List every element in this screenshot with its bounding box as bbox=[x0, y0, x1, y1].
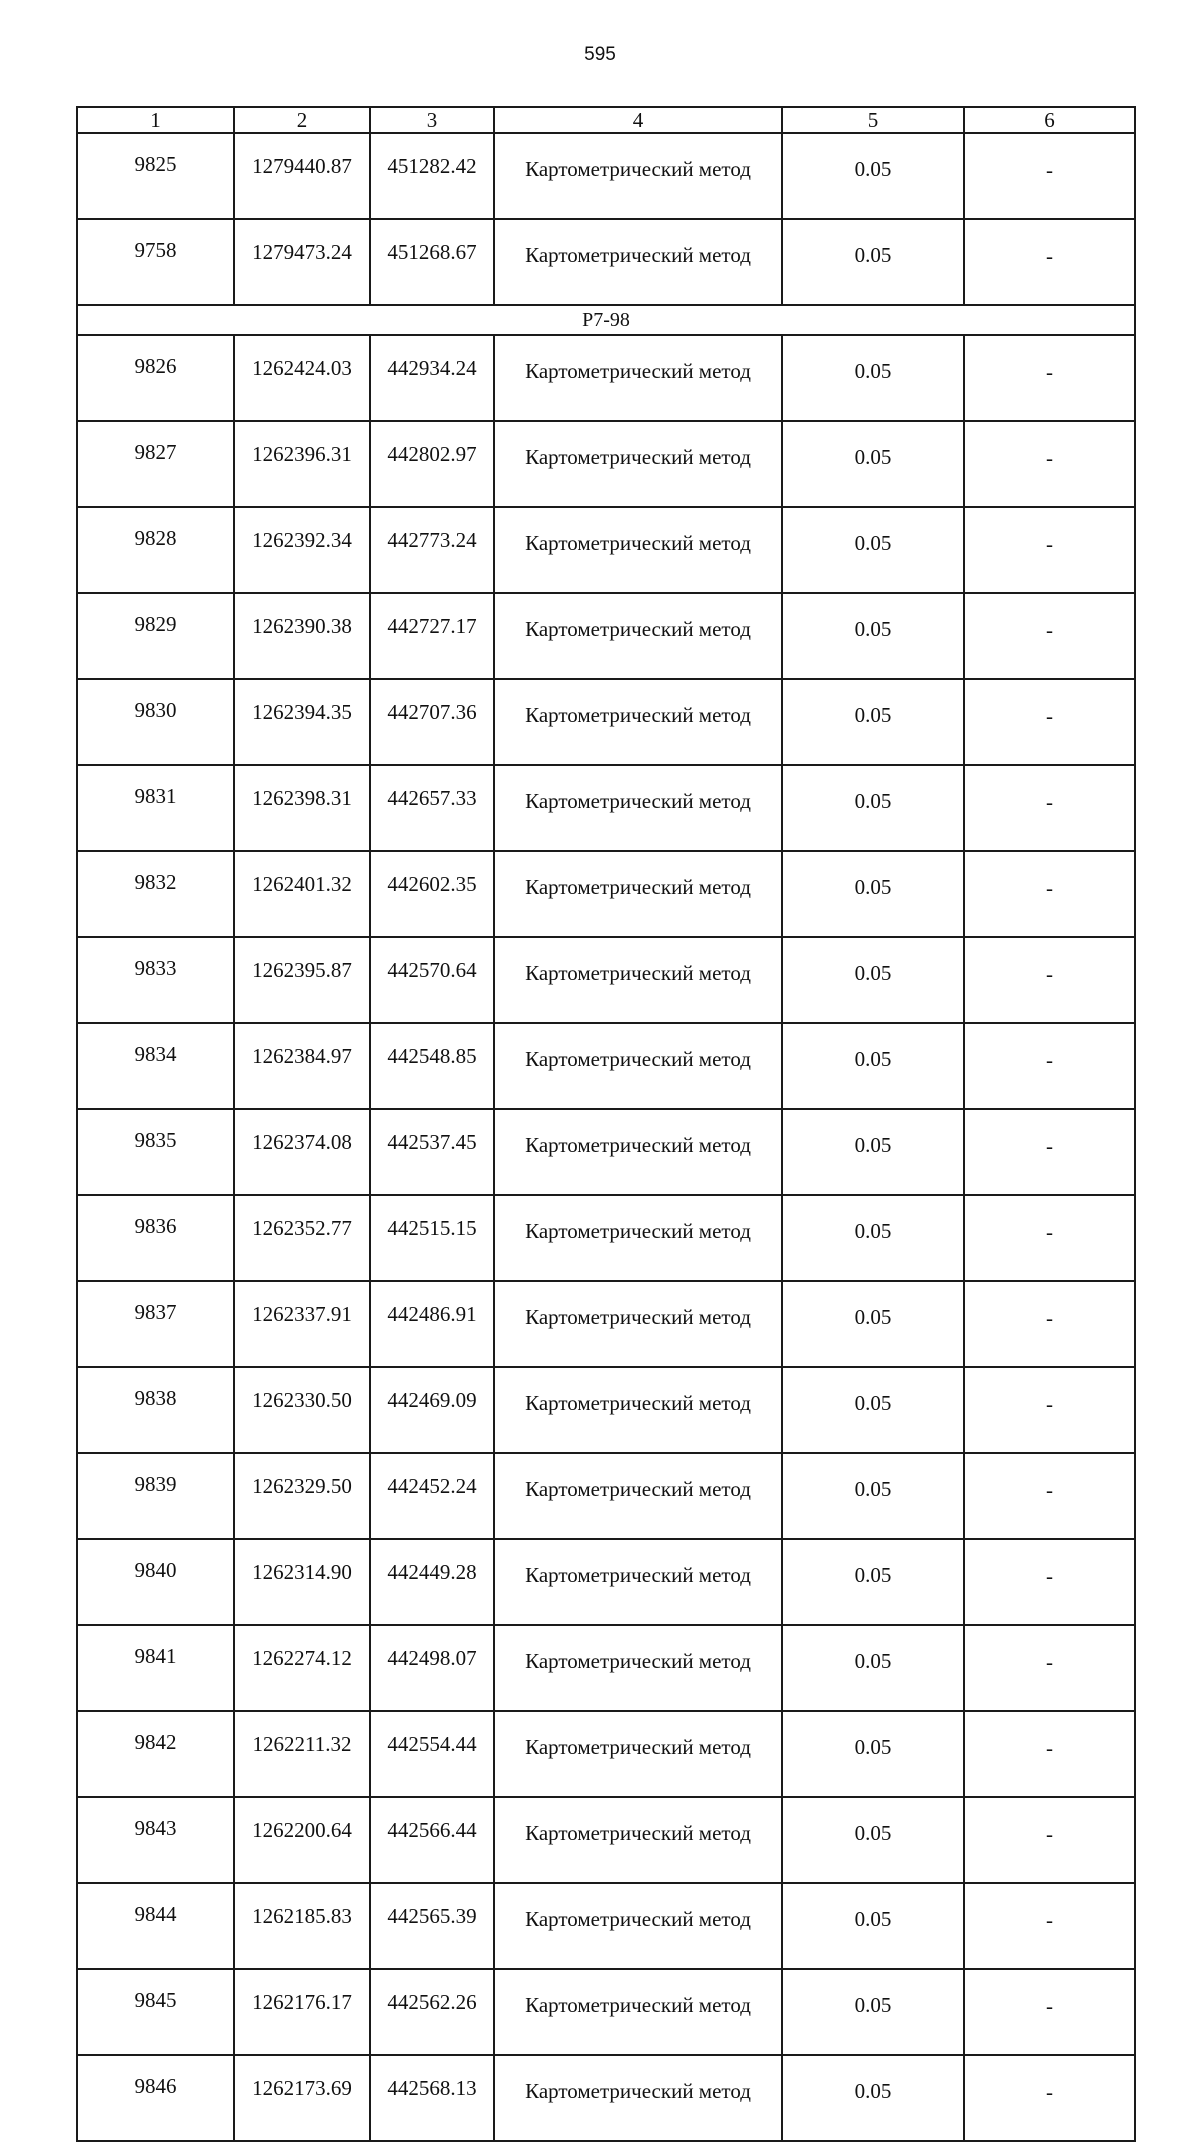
y-coordinate-cell: 442498.07 bbox=[370, 1625, 494, 1711]
y-coordinate-cell: 442773.24 bbox=[370, 507, 494, 593]
point-number-cell: 9833 bbox=[77, 937, 234, 1023]
method-cell: Картометрический метод bbox=[494, 2055, 782, 2141]
table-row bbox=[77, 1367, 1135, 1453]
x-coordinate-cell: 1262424.03 bbox=[234, 335, 370, 421]
table-row bbox=[77, 851, 1135, 937]
column-header: 3 bbox=[370, 107, 494, 133]
note-cell: - bbox=[964, 507, 1135, 593]
table-row bbox=[77, 1797, 1135, 1883]
table-row bbox=[77, 1883, 1135, 1969]
accuracy-cell: 0.05 bbox=[782, 335, 964, 421]
note-cell: - bbox=[964, 1883, 1135, 1969]
table-body bbox=[77, 107, 1135, 2141]
note-cell: - bbox=[964, 2055, 1135, 2141]
note-cell: - bbox=[964, 335, 1135, 421]
accuracy-cell: 0.05 bbox=[782, 1367, 964, 1453]
x-coordinate-cell: 1262173.69 bbox=[234, 2055, 370, 2141]
point-number-cell: 9834 bbox=[77, 1023, 234, 1109]
y-coordinate-cell: 442452.24 bbox=[370, 1453, 494, 1539]
method-cell: Картометрический метод bbox=[494, 593, 782, 679]
table-header-row bbox=[77, 107, 1135, 133]
y-coordinate-cell: 442802.97 bbox=[370, 421, 494, 507]
x-coordinate-cell: 1262185.83 bbox=[234, 1883, 370, 1969]
method-cell: Картометрический метод bbox=[494, 507, 782, 593]
y-coordinate-cell: 451268.67 bbox=[370, 219, 494, 305]
method-cell: Картометрический метод bbox=[494, 1625, 782, 1711]
method-cell: Картометрический метод bbox=[494, 219, 782, 305]
x-coordinate-cell: 1262330.50 bbox=[234, 1367, 370, 1453]
note-cell: - bbox=[964, 1797, 1135, 1883]
y-coordinate-cell: 442727.17 bbox=[370, 593, 494, 679]
y-coordinate-cell: 442565.39 bbox=[370, 1883, 494, 1969]
method-cell: Картометрический метод bbox=[494, 1797, 782, 1883]
method-cell: Картометрический метод bbox=[494, 937, 782, 1023]
note-cell: - bbox=[964, 851, 1135, 937]
method-cell: Картометрический метод bbox=[494, 1711, 782, 1797]
x-coordinate-cell: 1262337.91 bbox=[234, 1281, 370, 1367]
accuracy-cell: 0.05 bbox=[782, 593, 964, 679]
accuracy-cell: 0.05 bbox=[782, 421, 964, 507]
point-number-cell: 9840 bbox=[77, 1539, 234, 1625]
note-cell: - bbox=[964, 1023, 1135, 1109]
point-number-cell: 9836 bbox=[77, 1195, 234, 1281]
y-coordinate-cell: 442469.09 bbox=[370, 1367, 494, 1453]
table-row bbox=[77, 593, 1135, 679]
y-coordinate-cell: 442568.13 bbox=[370, 2055, 494, 2141]
method-cell: Картометрический метод bbox=[494, 1969, 782, 2055]
method-cell: Картометрический метод bbox=[494, 1281, 782, 1367]
accuracy-cell: 0.05 bbox=[782, 765, 964, 851]
group-label: Р7-98 bbox=[77, 305, 1135, 335]
method-cell: Картометрический метод bbox=[494, 1109, 782, 1195]
table-row bbox=[77, 1969, 1135, 2055]
x-coordinate-cell: 1262396.31 bbox=[234, 421, 370, 507]
accuracy-cell: 0.05 bbox=[782, 507, 964, 593]
note-cell: - bbox=[964, 421, 1135, 507]
accuracy-cell: 0.05 bbox=[782, 1195, 964, 1281]
method-cell: Картометрический метод bbox=[494, 851, 782, 937]
table-row bbox=[77, 937, 1135, 1023]
point-number-cell: 9826 bbox=[77, 335, 234, 421]
point-number-cell: 9832 bbox=[77, 851, 234, 937]
table-row bbox=[77, 1539, 1135, 1625]
accuracy-cell: 0.05 bbox=[782, 1023, 964, 1109]
point-number-cell: 9838 bbox=[77, 1367, 234, 1453]
y-coordinate-cell: 442548.85 bbox=[370, 1023, 494, 1109]
note-cell: - bbox=[964, 1195, 1135, 1281]
accuracy-cell: 0.05 bbox=[782, 1711, 964, 1797]
table-row bbox=[77, 133, 1135, 219]
note-cell: - bbox=[964, 765, 1135, 851]
note-cell: - bbox=[964, 1625, 1135, 1711]
x-coordinate-cell: 1262211.32 bbox=[234, 1711, 370, 1797]
method-cell: Картометрический метод bbox=[494, 1195, 782, 1281]
accuracy-cell: 0.05 bbox=[782, 133, 964, 219]
x-coordinate-cell: 1262398.31 bbox=[234, 765, 370, 851]
point-number-cell: 9827 bbox=[77, 421, 234, 507]
method-cell: Картометрический метод bbox=[494, 1367, 782, 1453]
point-number-cell: 9837 bbox=[77, 1281, 234, 1367]
accuracy-cell: 0.05 bbox=[782, 851, 964, 937]
group-row bbox=[77, 305, 1135, 335]
note-cell: - bbox=[964, 1969, 1135, 2055]
y-coordinate-cell: 442449.28 bbox=[370, 1539, 494, 1625]
x-coordinate-cell: 1262401.32 bbox=[234, 851, 370, 937]
y-coordinate-cell: 442515.15 bbox=[370, 1195, 494, 1281]
point-number-cell: 9842 bbox=[77, 1711, 234, 1797]
y-coordinate-cell: 442537.45 bbox=[370, 1109, 494, 1195]
y-coordinate-cell: 442554.44 bbox=[370, 1711, 494, 1797]
point-number-cell: 9844 bbox=[77, 1883, 234, 1969]
note-cell: - bbox=[964, 937, 1135, 1023]
method-cell: Картометрический метод bbox=[494, 679, 782, 765]
table-row bbox=[77, 1711, 1135, 1797]
column-header: 4 bbox=[494, 107, 782, 133]
x-coordinate-cell: 1262384.97 bbox=[234, 1023, 370, 1109]
column-header: 5 bbox=[782, 107, 964, 133]
y-coordinate-cell: 442562.26 bbox=[370, 1969, 494, 2055]
point-number-cell: 9845 bbox=[77, 1969, 234, 2055]
x-coordinate-cell: 1262395.87 bbox=[234, 937, 370, 1023]
accuracy-cell: 0.05 bbox=[782, 2055, 964, 2141]
column-header: 1 bbox=[77, 107, 234, 133]
method-cell: Картометрический метод bbox=[494, 1023, 782, 1109]
x-coordinate-cell: 1262329.50 bbox=[234, 1453, 370, 1539]
note-cell: - bbox=[964, 593, 1135, 679]
point-number-cell: 9828 bbox=[77, 507, 234, 593]
point-number-cell: 9758 bbox=[77, 219, 234, 305]
point-number-cell: 9830 bbox=[77, 679, 234, 765]
accuracy-cell: 0.05 bbox=[782, 679, 964, 765]
table-row bbox=[77, 421, 1135, 507]
y-coordinate-cell: 442486.91 bbox=[370, 1281, 494, 1367]
accuracy-cell: 0.05 bbox=[782, 1281, 964, 1367]
table-row bbox=[77, 335, 1135, 421]
table-row bbox=[77, 1625, 1135, 1711]
note-cell: - bbox=[964, 1109, 1135, 1195]
point-number-cell: 9843 bbox=[77, 1797, 234, 1883]
x-coordinate-cell: 1279440.87 bbox=[234, 133, 370, 219]
point-number-cell: 9841 bbox=[77, 1625, 234, 1711]
method-cell: Картометрический метод bbox=[494, 1883, 782, 1969]
y-coordinate-cell: 442934.24 bbox=[370, 335, 494, 421]
accuracy-cell: 0.05 bbox=[782, 1453, 964, 1539]
note-cell: - bbox=[964, 1453, 1135, 1539]
x-coordinate-cell: 1262200.64 bbox=[234, 1797, 370, 1883]
method-cell: Картометрический метод bbox=[494, 335, 782, 421]
method-cell: Картометрический метод bbox=[494, 421, 782, 507]
table-row bbox=[77, 679, 1135, 765]
table-row bbox=[77, 1195, 1135, 1281]
table-row bbox=[77, 1453, 1135, 1539]
column-header: 2 bbox=[234, 107, 370, 133]
x-coordinate-cell: 1262394.35 bbox=[234, 679, 370, 765]
method-cell: Картометрический метод bbox=[494, 765, 782, 851]
x-coordinate-cell: 1262352.77 bbox=[234, 1195, 370, 1281]
note-cell: - bbox=[964, 679, 1135, 765]
point-number-cell: 9829 bbox=[77, 593, 234, 679]
accuracy-cell: 0.05 bbox=[782, 1797, 964, 1883]
point-number-cell: 9846 bbox=[77, 2055, 234, 2141]
x-coordinate-cell: 1262392.34 bbox=[234, 507, 370, 593]
accuracy-cell: 0.05 bbox=[782, 219, 964, 305]
accuracy-cell: 0.05 bbox=[782, 937, 964, 1023]
note-cell: - bbox=[964, 1539, 1135, 1625]
x-coordinate-cell: 1262274.12 bbox=[234, 1625, 370, 1711]
y-coordinate-cell: 442657.33 bbox=[370, 765, 494, 851]
y-coordinate-cell: 442602.35 bbox=[370, 851, 494, 937]
table-row bbox=[77, 1023, 1135, 1109]
x-coordinate-cell: 1279473.24 bbox=[234, 219, 370, 305]
y-coordinate-cell: 442570.64 bbox=[370, 937, 494, 1023]
method-cell: Картометрический метод bbox=[494, 1539, 782, 1625]
x-coordinate-cell: 1262176.17 bbox=[234, 1969, 370, 2055]
method-cell: Картометрический метод bbox=[494, 1453, 782, 1539]
y-coordinate-cell: 451282.42 bbox=[370, 133, 494, 219]
method-cell: Картометрический метод bbox=[494, 133, 782, 219]
point-number-cell: 9839 bbox=[77, 1453, 234, 1539]
accuracy-cell: 0.05 bbox=[782, 1969, 964, 2055]
table-row bbox=[77, 2055, 1135, 2141]
x-coordinate-cell: 1262314.90 bbox=[234, 1539, 370, 1625]
y-coordinate-cell: 442707.36 bbox=[370, 679, 494, 765]
table-row bbox=[77, 1281, 1135, 1367]
coordinates-table bbox=[76, 106, 1136, 2142]
note-cell: - bbox=[964, 1367, 1135, 1453]
note-cell: - bbox=[964, 1711, 1135, 1797]
note-cell: - bbox=[964, 219, 1135, 305]
x-coordinate-cell: 1262374.08 bbox=[234, 1109, 370, 1195]
x-coordinate-cell: 1262390.38 bbox=[234, 593, 370, 679]
page-number: 595 bbox=[584, 44, 616, 65]
table-row bbox=[77, 219, 1135, 305]
accuracy-cell: 0.05 bbox=[782, 1109, 964, 1195]
y-coordinate-cell: 442566.44 bbox=[370, 1797, 494, 1883]
table-row bbox=[77, 507, 1135, 593]
point-number-cell: 9835 bbox=[77, 1109, 234, 1195]
column-header: 6 bbox=[964, 107, 1135, 133]
note-cell: - bbox=[964, 133, 1135, 219]
table-row bbox=[77, 765, 1135, 851]
point-number-cell: 9831 bbox=[77, 765, 234, 851]
accuracy-cell: 0.05 bbox=[782, 1883, 964, 1969]
table-row bbox=[77, 1109, 1135, 1195]
accuracy-cell: 0.05 bbox=[782, 1625, 964, 1711]
note-cell: - bbox=[964, 1281, 1135, 1367]
point-number-cell: 9825 bbox=[77, 133, 234, 219]
accuracy-cell: 0.05 bbox=[782, 1539, 964, 1625]
